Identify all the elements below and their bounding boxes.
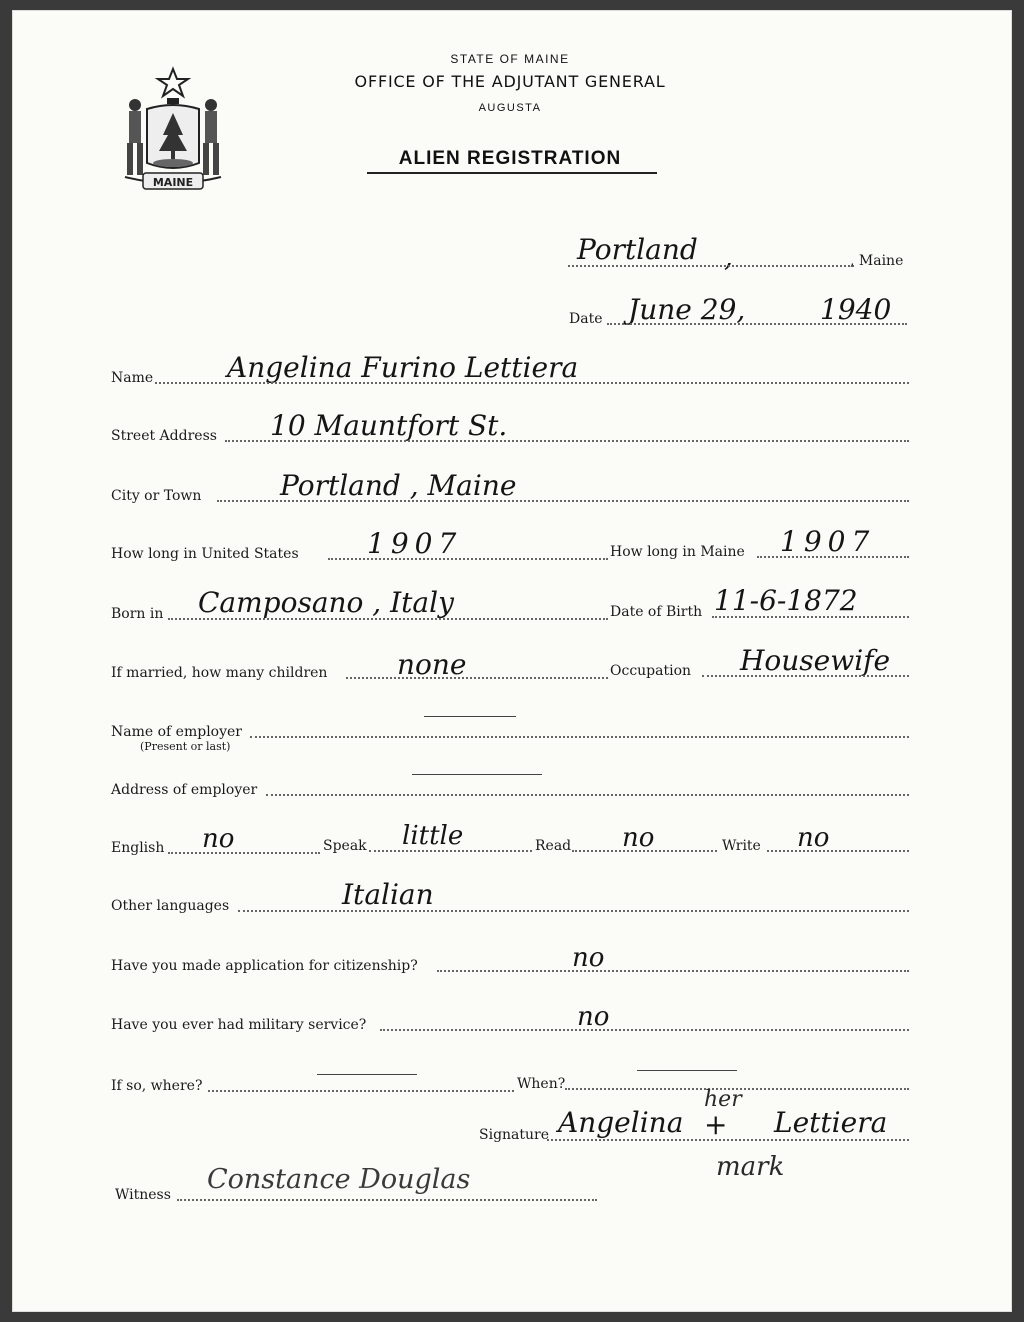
occupation-label: Occupation xyxy=(610,663,692,679)
date-month-day-value: June 29, xyxy=(628,293,746,326)
how-long-maine-line xyxy=(757,556,909,558)
english-value: no xyxy=(202,824,235,854)
signature-first-value: Angelina xyxy=(558,1106,684,1139)
signature-last-value: Lettiera xyxy=(774,1106,888,1139)
how-long-maine-label: How long in Maine xyxy=(610,544,745,560)
town-comma: , xyxy=(724,240,733,273)
occupation-value: Housewife xyxy=(740,644,891,677)
english-label: English xyxy=(111,840,165,856)
write-value: no xyxy=(797,823,830,853)
how-long-us-line xyxy=(328,558,608,560)
name-line xyxy=(155,382,909,384)
citizenship-label: Have you made application for citizenship? xyxy=(111,958,418,974)
how-long-us-label: How long in United States xyxy=(111,546,299,562)
employer-address-dash xyxy=(412,774,542,775)
form-title: ALIEN REGISTRATION xyxy=(398,148,622,169)
other-languages-label: Other languages xyxy=(111,898,230,914)
dob-label: Date of Birth xyxy=(610,604,703,620)
date-year-value: 1940 xyxy=(820,293,892,326)
employer-line xyxy=(250,736,909,738)
how-long-maine-value: 1907 xyxy=(780,525,876,558)
employer-address-line xyxy=(266,794,909,796)
citizenship-line xyxy=(437,970,909,972)
city-value: Portland , Maine xyxy=(280,469,517,502)
witness-line xyxy=(177,1199,597,1201)
date-line xyxy=(607,323,907,325)
dob-value: 11-6-1872 xyxy=(714,584,858,617)
when-dash xyxy=(637,1070,737,1071)
occupation-line xyxy=(702,675,909,677)
speak-label: Speak xyxy=(323,838,367,854)
street-value: 10 Mauntfort St. xyxy=(270,409,508,442)
write-label: Write xyxy=(722,838,761,854)
employer-address-label: Address of employer xyxy=(111,782,258,798)
speak-value: little xyxy=(402,821,464,851)
how-long-us-value: 1907 xyxy=(367,527,463,560)
signature-label: Signature xyxy=(479,1127,550,1143)
speak-line xyxy=(369,850,532,852)
read-label: Read xyxy=(535,838,572,854)
city-line xyxy=(217,500,909,502)
street-label: Street Address xyxy=(111,428,217,444)
mark-text: mark xyxy=(716,1152,785,1182)
town-value: Portland xyxy=(577,233,698,266)
dob-line xyxy=(712,616,909,618)
date-label: Date xyxy=(569,311,603,327)
children-value: none xyxy=(397,648,467,681)
witness-label: Witness xyxy=(115,1187,171,1203)
city-label: City or Town xyxy=(111,488,202,504)
other-languages-value: Italian xyxy=(342,878,434,911)
citizenship-value: no xyxy=(572,943,605,973)
header-office: OFFICE OF THE ADJUTANT GENERAL xyxy=(354,72,666,91)
maine-label: , Maine xyxy=(850,253,904,269)
children-line xyxy=(346,677,608,679)
read-value: no xyxy=(622,823,655,853)
signature-line xyxy=(547,1139,909,1141)
mark-symbol: + xyxy=(704,1108,728,1141)
employer-note: (Present or last) xyxy=(140,740,231,753)
name-value: Angelina Furino Lettiera xyxy=(227,351,579,384)
employer-dash xyxy=(424,716,516,717)
her-text: her xyxy=(704,1087,742,1112)
where-dash xyxy=(317,1074,417,1075)
write-line xyxy=(767,850,909,852)
children-label: If married, how many children xyxy=(111,665,328,681)
header-state: STATE OF MAINE xyxy=(450,52,570,66)
military-value: no xyxy=(577,1002,610,1032)
born-in-value: Camposano , Italy xyxy=(198,586,454,619)
when-label: When? xyxy=(517,1076,566,1092)
other-languages-line xyxy=(238,910,909,912)
military-line xyxy=(380,1029,909,1031)
title-underline xyxy=(367,172,657,174)
street-line xyxy=(225,440,909,442)
employer-label: Name of employer xyxy=(111,724,242,740)
born-in-label: Born in xyxy=(111,606,164,622)
witness-value: Constance Douglas xyxy=(207,1164,471,1195)
header-city: AUGUSTA xyxy=(478,102,542,114)
registration-form xyxy=(12,10,1012,1312)
name-label: Name xyxy=(111,370,154,386)
where-line xyxy=(208,1090,514,1092)
read-line xyxy=(572,850,717,852)
born-in-line xyxy=(168,618,608,620)
town-line xyxy=(568,265,854,267)
where-label: If so, where? xyxy=(111,1078,203,1094)
military-label: Have you ever had military service? xyxy=(111,1017,367,1033)
english-line xyxy=(168,852,320,854)
seal-label: MAINE xyxy=(152,176,194,189)
